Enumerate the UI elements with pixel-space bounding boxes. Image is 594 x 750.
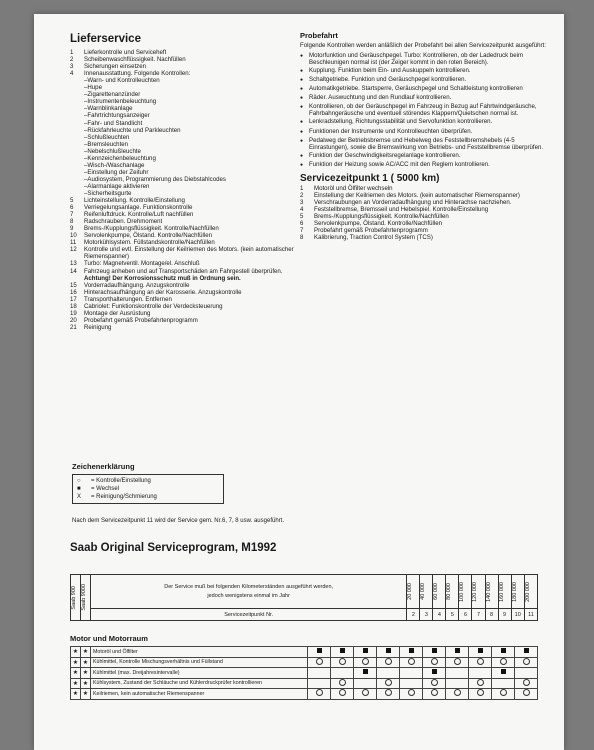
item-number: 17: [70, 295, 77, 303]
row-label: Kühlsystem, Zustand der Schläuche und Kühlerdruckprüfer kontrollieren: [91, 678, 308, 689]
star-icon: ★: [81, 668, 91, 679]
check-circle-icon: [408, 658, 415, 665]
sz-number: 7: [472, 609, 485, 621]
item-number: 3: [300, 198, 304, 206]
sub-item: – Kennzeichenbeleuchtung: [84, 155, 310, 162]
star-icon: ★: [81, 689, 91, 700]
mark-cell: [354, 668, 377, 679]
item-text: Innenausstattung. Folgende Kontrollen:: [84, 70, 191, 78]
motor-title: Motor und Motorraum: [70, 634, 148, 643]
item-number: 1: [70, 49, 74, 57]
mark-cell: [492, 668, 515, 679]
list-item: [300, 206, 552, 213]
item-number: 20: [70, 316, 77, 324]
mark-cell: [469, 678, 492, 689]
item-number: 12: [70, 246, 77, 254]
probefahrt-item: [300, 137, 552, 151]
legend-text: = Wechsel: [91, 486, 120, 492]
table-row: [71, 657, 538, 668]
check-circle-icon: [362, 689, 369, 696]
check-circle-icon: [477, 679, 484, 686]
item-text: Hinterachsaufhängung an der Karosserie. Anzugskontrolle: [84, 288, 242, 296]
servicezeitpunkt-list: [300, 185, 552, 241]
mark-cell: [331, 689, 354, 700]
list-item: [70, 317, 310, 324]
list-item: [70, 268, 310, 275]
list-item: [70, 225, 310, 232]
legend-row: [77, 493, 219, 501]
legend-title: Zeichenerklärung: [72, 462, 135, 471]
motor-table: [70, 646, 538, 700]
mark-cell: [354, 657, 377, 668]
change-square-icon: [524, 648, 529, 653]
mark-cell: [469, 657, 492, 668]
item-text: Lieferkontrolle und Serviceheft: [84, 49, 167, 57]
sub-item: – Hupe: [84, 84, 310, 91]
list-item: [70, 49, 310, 56]
item-text: Scheibenwaschflüssigkeit. Nachfüllen: [84, 56, 186, 64]
check-circle-icon: [339, 658, 346, 665]
item-number: 2: [300, 191, 304, 199]
sub-item: – Alarmanlage aktivieren: [84, 183, 310, 190]
list-item: [70, 63, 310, 70]
change-square-icon: [363, 669, 368, 674]
list-item: [70, 218, 310, 225]
item-number: 8: [70, 218, 74, 226]
change-square-icon: [432, 648, 437, 653]
mark-cell: [377, 647, 400, 658]
change-square-icon: [455, 648, 460, 653]
sz-number: 2: [407, 609, 420, 621]
item-text: Verschraubungen an Vorderradaufhängung und Hinterachse nachziehen.: [314, 198, 512, 206]
mark-cell: [446, 657, 469, 668]
check-circle-icon: [500, 689, 507, 696]
item-number: 19: [70, 309, 77, 317]
probefahrt-title: Probefahrt: [300, 31, 338, 40]
probefahrt-item: [300, 52, 552, 66]
change-square-icon: [501, 648, 506, 653]
probefahrt-text: ● Schaltgetriebe. Funktion und Geräuschpegel kontrollieren.: [309, 76, 467, 84]
change-square-icon: [317, 648, 322, 653]
sub-item: – Warn- und Kontrolleuchten: [84, 77, 310, 84]
sub-item: – Sicherheitsgurte: [84, 190, 310, 197]
mark-cell: [515, 647, 538, 658]
item-number: 16: [70, 288, 77, 296]
probefahrt-intro: Folgende Kontrollen werden anläßlich der Probefahrt bei allen Servicezeitpunkt ausgeführt:: [300, 42, 546, 50]
probefahrt-item: [300, 152, 552, 160]
mark-cell: [354, 678, 377, 689]
star-icon: ★: [81, 647, 91, 658]
service-sheet: [34, 14, 564, 750]
list-item: [70, 70, 310, 77]
item-text: Turbo: Magnetventil. Montage/el. Anschluß: [84, 260, 200, 268]
check-circle-icon: [523, 689, 530, 696]
mark-cell: [515, 689, 538, 700]
probefahrt-text: ● Funktion der Geschwindigkeitsregelanlage kontrollieren.: [309, 151, 461, 159]
sub-item: – Rückfahrleuchte und Parkleuchten: [84, 127, 310, 134]
mark-cell: [308, 668, 331, 679]
mark-cell: [492, 657, 515, 668]
item-text: Sicherungen einsetzen: [84, 63, 146, 71]
probefahrt-text: ● Pedalweg der Betriebsbremse und Hebelweg des Feststellbremshebels (4-5 Einrastungen), sowie die Bremswirkung von Betriebs- und Feststellbremse überprüfen.: [309, 136, 544, 151]
mark-cell: [423, 668, 446, 679]
mark-cell: [469, 647, 492, 658]
item-text: Motoröl und Ölfilter wechseln: [314, 184, 393, 192]
check-circle-icon: [339, 679, 346, 686]
probefahrt-item: [300, 128, 552, 136]
mark-cell: [331, 657, 354, 668]
km-table: [70, 574, 538, 621]
probefahrt-text: ● Kontrollieren, ob der Geräuschpegel im Fahrzeug in Bezug auf Fahrtwindgeräusche, Fahrbahngeräusche und eventuell störendes Klappern/Quietschen normal ist.: [309, 103, 537, 118]
item-text: Reifenluftdruck. Kontrolle/Luft nachfüllen: [84, 211, 194, 219]
km-header: 20 000: [407, 583, 414, 600]
change-square-icon: [478, 648, 483, 653]
item-text: Motorkühlsystem. Füllstandskontrolle/Nachfüllen: [84, 239, 215, 247]
check-circle-icon: [431, 658, 438, 665]
footnote: Nach dem Servicezeitpunkt 11 wird der Service gem. Nr.6, 7, 8 usw. ausgeführt.: [72, 518, 284, 524]
list-item: [70, 246, 310, 260]
mark-cell: [331, 647, 354, 658]
item-number: 8: [300, 234, 304, 242]
lieferservice-list-3: [70, 282, 310, 331]
probefahrt-item: [300, 76, 552, 84]
mark-cell: [354, 689, 377, 700]
list-item: [300, 220, 552, 227]
mark-cell: [492, 647, 515, 658]
mark-cell: [469, 668, 492, 679]
check-circle-icon: [523, 679, 530, 686]
legend-text: = Reinigung/Schmierung: [91, 494, 157, 500]
row-label: Motoröl und Ölfilter: [91, 647, 308, 658]
mark-cell: [446, 678, 469, 689]
item-number: 4: [300, 205, 304, 213]
list-item: [300, 192, 552, 199]
lieferservice-title: Lieferservice: [70, 33, 141, 45]
sub-item: – Fahr- und Standlicht: [84, 120, 310, 127]
item-text: Brems-/Kupplungsflüssigkeit. Kontrolle/Nachfüllen: [314, 212, 449, 220]
achtung-note: Achtung! Der Korrosionsschutz muß in Ordnung sein.: [84, 274, 241, 282]
mark-cell: [377, 689, 400, 700]
item-number: 21: [70, 323, 77, 331]
mark-cell: [308, 647, 331, 658]
item-text: Montage der Ausrüstung: [84, 309, 151, 317]
probefahrt-text: ● Funktion der Heizung sowie AC/ACC mit den Reglern kontrollieren.: [309, 160, 490, 168]
mark-cell: [515, 668, 538, 679]
table-row: [71, 647, 538, 658]
mark-cell: [515, 678, 538, 689]
mark-cell: [423, 647, 446, 658]
sz-number: 9: [498, 609, 511, 621]
mark-cell: [446, 668, 469, 679]
item-text: Fahrzeug anheben und auf Transportschäden am Fahrgestell überprüfen.: [84, 267, 283, 275]
probefahrt-text: ● Räder. Auswuchtung und den Rundlauf kontrollieren.: [309, 94, 452, 102]
check-circle-icon: [477, 658, 484, 665]
row-label: Kühlmittel, Kontrolle Mischungsverhältnis und Füllstand: [91, 657, 308, 668]
item-text: Kalibrierung, Traction Control System (TCS): [314, 234, 433, 242]
list-item: [300, 234, 552, 241]
row-label: Keilriemen, kein automatischer Riemenspanner: [91, 689, 308, 700]
legend-symbol: ■: [77, 486, 81, 492]
list-item: [300, 213, 552, 220]
item-text: Servolenkpumpe, Ölstand. Kontrolle/Nachfüllen: [314, 220, 443, 228]
probefahrt-item: [300, 94, 552, 102]
km-header: 100 000: [459, 581, 466, 602]
list-item: [70, 324, 310, 331]
km-header: 140 000: [485, 581, 492, 602]
list-item: [70, 303, 310, 310]
innenausstattung-sublist: [84, 77, 310, 197]
legend-symbol: ○: [77, 478, 81, 484]
model-9000: Saab 9000: [81, 584, 87, 611]
sub-item: – Schlußleuchten: [84, 134, 310, 141]
item-text: Servolenkpumpe, Ölstand. Kontrolle/Nachfüllen: [84, 232, 213, 240]
probefahrt-item: [300, 85, 552, 93]
check-circle-icon: [385, 679, 392, 686]
star-icon: ★: [71, 657, 81, 668]
check-circle-icon: [385, 658, 392, 665]
list-item: [300, 227, 552, 234]
item-number: 4: [70, 70, 74, 78]
item-number: 13: [70, 260, 77, 268]
probefahrt-column: [300, 32, 552, 241]
km-header: 60 000: [433, 583, 440, 600]
probefahrt-item: [300, 161, 552, 169]
check-circle-icon: [454, 689, 461, 696]
star-icon: ★: [71, 689, 81, 700]
probefahrt-text: ● Motorfunktion und Geräuschpegel. Turbo: Kontrollieren, ob der Ladedruck beim Beschleunigen normal ist (der Zeiger kommt in den roten Bereich).: [309, 52, 524, 67]
list-item: [70, 197, 310, 204]
item-text: Probefahrt gemäß Probefahrtenprogramm: [314, 227, 428, 235]
mark-cell: [423, 689, 446, 700]
item-text: Reinigung: [84, 323, 112, 331]
sub-item: – Fahrtrichtungsanzeiger: [84, 112, 310, 119]
star-icon: ★: [71, 668, 81, 679]
model-900: Saab 900: [71, 585, 77, 610]
mark-cell: [400, 657, 423, 668]
change-square-icon: [432, 669, 437, 674]
list-item: [300, 185, 552, 192]
change-square-icon: [386, 648, 391, 653]
mark-cell: [400, 668, 423, 679]
item-number: 5: [70, 197, 74, 205]
probefahrt-item: [300, 67, 552, 75]
km-header: 80 000: [446, 583, 453, 600]
sz-number: 8: [485, 609, 498, 621]
sub-item: – Wisch-/Waschanlage: [84, 162, 310, 169]
list-item: [70, 232, 310, 239]
legend-row: [77, 485, 219, 493]
check-circle-icon: [385, 689, 392, 696]
item-number: 2: [70, 56, 74, 64]
change-square-icon: [363, 648, 368, 653]
mark-cell: [423, 657, 446, 668]
check-circle-icon: [316, 658, 323, 665]
mark-cell: [423, 678, 446, 689]
item-number: 5: [300, 212, 304, 220]
legend-symbol: X: [77, 494, 82, 500]
check-circle-icon: [523, 658, 530, 665]
mark-cell: [400, 647, 423, 658]
sz-number: 4: [433, 609, 446, 621]
mark-cell: [354, 647, 377, 658]
lieferservice-list: [70, 49, 310, 77]
legend-box: [72, 474, 224, 504]
sz-number: 11: [524, 609, 537, 621]
mark-cell: [446, 647, 469, 658]
table-row: [71, 678, 538, 689]
list-item: [70, 260, 310, 267]
item-number: 6: [300, 220, 304, 228]
item-text: Feststellbremse, Bremsseil und Hebelspiel. Kontrolle/Einstellung: [314, 205, 489, 213]
change-square-icon: [340, 648, 345, 653]
mark-cell: [331, 678, 354, 689]
sz-number: 6: [459, 609, 472, 621]
sub-item: – Einstellung der Zeituhr: [84, 169, 310, 176]
probefahrt-item: [300, 118, 552, 126]
list-item: [70, 289, 310, 296]
list-item: [70, 282, 310, 289]
mark-cell: [308, 657, 331, 668]
item-text: Brems-/Kupplungsflüssigkeit. Kontrolle/Nachfüllen: [84, 225, 219, 233]
star-icon: ★: [81, 657, 91, 668]
check-circle-icon: [408, 689, 415, 696]
item-text: Einstellung der Keilriemen des Motors. (kein automatischer Riemenspanner): [314, 191, 520, 199]
lieferservice-column: [70, 33, 310, 331]
probefahrt-list: [300, 52, 552, 169]
probefahrt-text: ● Lenkradstellung, Richtungsstabilität und Servofunktion kontrollieren.: [309, 118, 493, 126]
check-circle-icon: [454, 658, 461, 665]
sub-item: – Instrumentenbeleuchtung: [84, 98, 310, 105]
sub-item: – Audiosystem, Programmierung des Diebstahlcodes: [84, 176, 310, 183]
check-circle-icon: [362, 658, 369, 665]
sz-number: 10: [511, 609, 524, 621]
item-number: 9: [70, 225, 74, 233]
mark-cell: [400, 678, 423, 689]
sub-item: – Zigarettenanzünder: [84, 91, 310, 98]
item-text: Probefahrt gemäß Probefahrtenprogramm: [84, 316, 198, 324]
table-row: [71, 668, 538, 679]
table-row: [71, 689, 538, 700]
program-title: Saab Original Serviceprogram, M1992: [70, 542, 277, 554]
mark-cell: [377, 678, 400, 689]
item-number: 15: [70, 281, 77, 289]
program-note-1: Der Service muß bei folgenden Kilometerständen ausgeführt werden,: [164, 583, 334, 590]
check-circle-icon: [431, 679, 438, 686]
star-icon: ★: [81, 678, 91, 689]
check-circle-icon: [339, 689, 346, 696]
list-item: [70, 56, 310, 63]
mark-cell: [492, 689, 515, 700]
item-number: 11: [70, 239, 77, 247]
km-header: 160 000: [498, 581, 505, 602]
change-square-icon: [501, 669, 506, 674]
item-number: 14: [70, 267, 77, 275]
star-icon: ★: [71, 678, 81, 689]
legend-text: = Kontrolle/Einstellung: [91, 478, 151, 484]
km-header: 120 000: [472, 581, 479, 602]
probefahrt-text: ● Automatikgetriebe. Startsperre, Geräuschpegel und Schaltleistung kontrollieren: [309, 85, 523, 93]
change-square-icon: [409, 648, 414, 653]
sz-label: Servicezeitpunkt Nr.: [91, 609, 407, 621]
mark-cell: [308, 689, 331, 700]
probefahrt-text: ● Kupplung. Funktion beim Ein- und Auskuppeln kontrollieren.: [309, 67, 471, 75]
check-circle-icon: [477, 689, 484, 696]
km-header: 40 000: [420, 583, 427, 600]
sub-item: – Warnblinkanlage: [84, 105, 310, 112]
item-number: 7: [70, 211, 74, 219]
item-number: 3: [70, 63, 74, 71]
km-header: 200 000: [524, 581, 531, 602]
probefahrt-item: [300, 103, 552, 117]
item-number: 7: [300, 227, 304, 235]
item-number: 18: [70, 302, 77, 310]
mark-cell: [446, 689, 469, 700]
mark-cell: [515, 657, 538, 668]
item-number: 1: [300, 184, 304, 192]
mark-cell: [308, 678, 331, 689]
list-item: [70, 296, 310, 303]
servicezeitpunkt-title: Servicezeitpunkt 1 ( 5000 km): [300, 172, 440, 184]
check-circle-icon: [316, 689, 323, 696]
list-item: [70, 310, 310, 317]
list-item: [70, 239, 310, 246]
item-text: Verriegelungsanlage. Funktionskontrolle: [84, 204, 193, 212]
check-circle-icon: [431, 689, 438, 696]
sz-number: 3: [420, 609, 433, 621]
mark-cell: [492, 678, 515, 689]
item-number: 10: [70, 232, 77, 240]
item-number: 6: [70, 204, 74, 212]
list-item: [70, 211, 310, 218]
item-text: Kontrolle und evtl. Einstellung der Keilriemen des Motors. (kein automatischer Riemenspanner): [84, 246, 294, 261]
mark-cell: [469, 689, 492, 700]
item-text: Vorderradaufhängung. Anzugskontrolle: [84, 281, 190, 289]
probefahrt-text: ● Funktionen der Instrumente und Kontrolleuchten überprüfen.: [309, 127, 473, 135]
item-text: Lichteinstellung. Kontrolle/Einstellung: [84, 197, 185, 205]
program-note-2: jedoch wenigstens einmal im Jahr: [207, 592, 290, 599]
row-label: Kühlmittel (max. Dreijahresintervalle): [91, 668, 308, 679]
check-circle-icon: [500, 658, 507, 665]
mark-cell: [377, 668, 400, 679]
star-icon: ★: [71, 647, 81, 658]
lieferservice-list-2: [70, 197, 310, 275]
sub-item: – Bremsleuchten: [84, 141, 310, 148]
sz-number: 5: [446, 609, 459, 621]
mark-cell: [400, 689, 423, 700]
sub-item: – Nebelschlußleuchte: [84, 148, 310, 155]
mark-cell: [377, 657, 400, 668]
item-text: Transporthalterungen. Entfernen: [84, 295, 172, 303]
list-item: [70, 204, 310, 211]
legend-row: [77, 477, 219, 485]
item-text: Radschrauben. Drehmoment: [84, 218, 163, 226]
item-text: Cabriolet: Funktionskontrolle der Verdecksteuerung: [84, 302, 223, 310]
km-header: 180 000: [511, 581, 518, 602]
mark-cell: [331, 668, 354, 679]
list-item: [300, 199, 552, 206]
